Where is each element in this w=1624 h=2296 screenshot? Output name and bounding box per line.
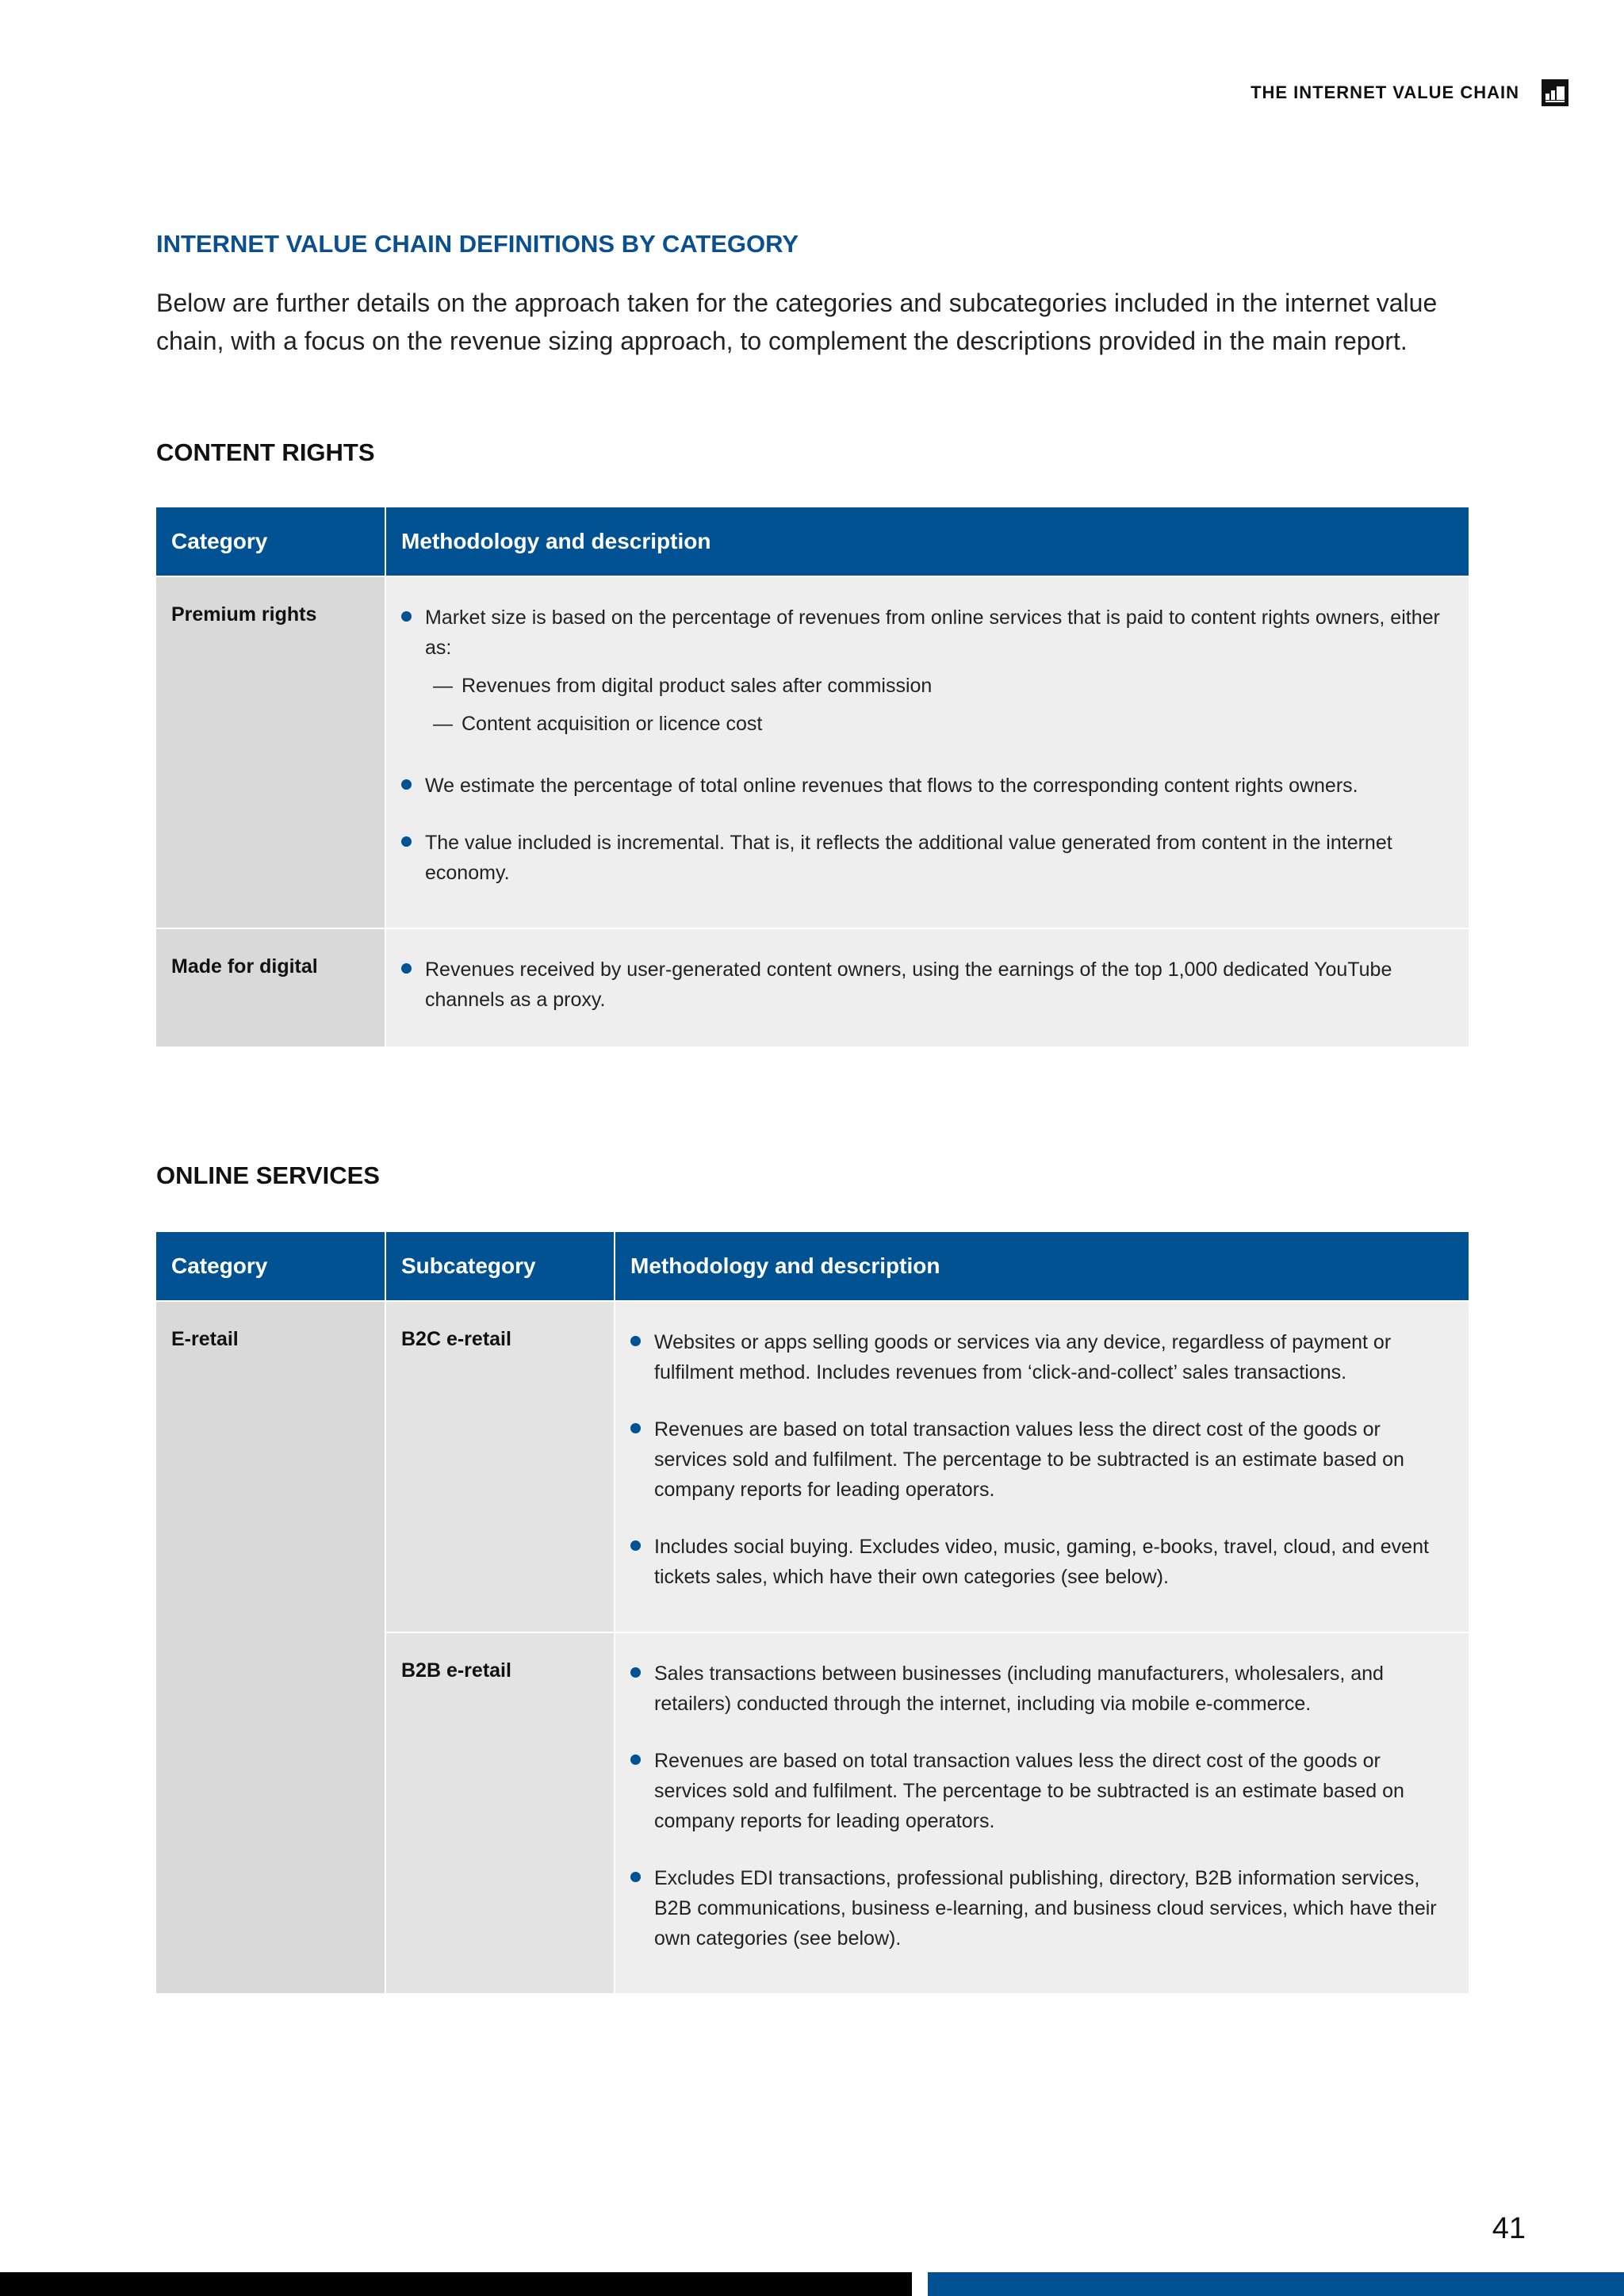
page-header [1251, 79, 1568, 106]
list-item [401, 955, 1454, 1015]
sub-item-text: Revenues from digital product sales after commission [462, 675, 933, 697]
bullet-text: Sales transactions between businesses (including manufacturers, wholesalers, and retailers) conducted through the internet, including via mobile e-commerce. [654, 1663, 1384, 1715]
bullet-icon [401, 836, 412, 847]
online-services-heading: ONLINE SERVICES [156, 1161, 380, 1189]
sub-list-item [425, 709, 1454, 739]
bullet-icon [401, 779, 412, 790]
category-cell: Premium rights [156, 576, 385, 928]
bullet-icon [401, 963, 412, 974]
content-rights-heading-wrap [156, 438, 1469, 467]
sub-list-item [425, 671, 1454, 701]
list-item [630, 1659, 1454, 1719]
description-cell [385, 928, 1469, 1047]
column-header: Methodology and description [615, 1232, 1469, 1301]
bullet-icon [630, 1336, 641, 1346]
bullet-text: Revenues received by user-generated content owners, using the earnings of the top 1,000 dedicated YouTube channels as a proxy. [425, 959, 1392, 1011]
content-rights-table-wrap [156, 507, 1469, 1047]
bullet-text: Excludes EDI transactions, professional publishing, directory, B2B information services, B2B communications, business e-learning, and business cloud services, which have their own categories (see below). [654, 1867, 1437, 1950]
gsma-logo-icon [1542, 79, 1568, 106]
list-item [401, 603, 1454, 739]
dash-icon: — [433, 675, 453, 697]
content-rights-table [156, 507, 1469, 1047]
column-header: Methodology and description [385, 507, 1469, 576]
table-header-row [156, 507, 1469, 576]
online-services-heading-wrap [156, 1161, 1469, 1190]
bullet-text: Market size is based on the percentage of revenues from online services that is paid to content rights owners, either as: [425, 607, 1440, 659]
description-cell [615, 1301, 1469, 1632]
table-row [156, 928, 1469, 1047]
dash-icon: — [433, 713, 453, 735]
intro-paragraph-wrap [156, 284, 1469, 360]
bullet-list [401, 603, 1454, 888]
table-row [156, 1301, 1469, 1632]
bullet-list [630, 1659, 1454, 1954]
online-services-table [156, 1232, 1469, 1993]
subcategory-cell: B2C e-retail [385, 1301, 615, 1632]
bullet-icon [630, 1755, 641, 1765]
list-item [630, 1863, 1454, 1954]
online-services-table-wrap [156, 1232, 1469, 1993]
bullet-text: We estimate the percentage of total online revenues that flows to the corresponding content rights owners. [425, 775, 1358, 797]
list-item [630, 1414, 1454, 1505]
category-cell: E-retail [156, 1301, 385, 1993]
subcategory-cell: B2B e-retail [385, 1632, 615, 1993]
section-title: INTERNET VALUE CHAIN DEFINITIONS BY CATEGORY [156, 230, 799, 258]
description-cell [385, 576, 1469, 928]
sub-list [425, 671, 1454, 739]
list-item [630, 1327, 1454, 1387]
column-header: Category [156, 507, 385, 576]
bullet-list [401, 955, 1454, 1015]
category-cell: Made for digital [156, 928, 385, 1047]
list-item [401, 771, 1454, 801]
content-rights-heading: CONTENT RIGHTS [156, 438, 375, 466]
bullet-text: Websites or apps selling goods or services via any device, regardless of payment or fulfilment method. Includes revenues from ‘click-and-collect’ sales transactions. [654, 1331, 1392, 1383]
list-item [630, 1532, 1454, 1592]
bullet-text: Revenues are based on total transaction values less the direct cost of the goods or services sold and fulfilment. The percentage to be subtracted is an estimate based on company reports for leading operators. [654, 1418, 1404, 1501]
intro-paragraph: Below are further details on the approach taken for the categories and subcategories included in the internet value chain, with a focus on the revenue sizing approach, to complement the descriptions provided in the main report. [156, 289, 1438, 355]
page-number: 41 [1492, 2212, 1526, 2245]
description-cell [615, 1632, 1469, 1993]
bullet-list [630, 1327, 1454, 1592]
bullet-text: Includes social buying. Excludes video, music, gaming, e-books, travel, cloud, and event tickets sales, which have their own categories (see below). [654, 1536, 1429, 1588]
header-title: THE INTERNET VALUE CHAIN [1251, 82, 1519, 102]
column-header: Subcategory [385, 1232, 615, 1301]
bullet-text: Revenues are based on total transaction values less the direct cost of the goods or services sold and fulfilment. The percentage to be subtracted is an estimate based on company reports for leading operators. [654, 1750, 1404, 1832]
footer-bar-black [0, 2272, 912, 2296]
list-item [630, 1746, 1454, 1836]
bullet-icon [630, 1667, 641, 1678]
bullet-icon [630, 1423, 641, 1433]
bullet-icon [630, 1872, 641, 1882]
table-header-row [156, 1232, 1469, 1301]
table-row [156, 576, 1469, 928]
column-header: Category [156, 1232, 385, 1301]
list-item [401, 828, 1454, 888]
bullet-icon [401, 611, 412, 622]
intro-block [156, 230, 1469, 258]
bullet-text: The value included is incremental. That is, it reflects the additional value generated from content in the internet economy. [425, 832, 1392, 884]
footer-bar-blue [928, 2272, 1624, 2296]
bullet-icon [630, 1540, 641, 1551]
sub-item-text: Content acquisition or licence cost [462, 713, 763, 735]
